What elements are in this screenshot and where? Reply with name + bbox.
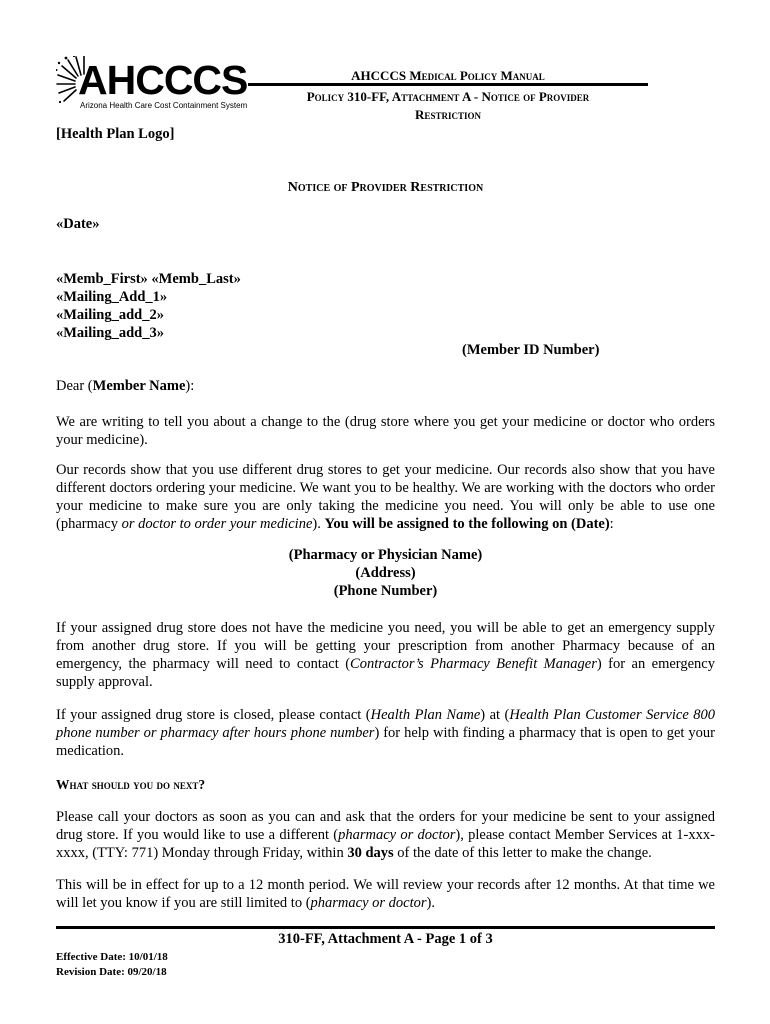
- date-field: «Date»: [56, 216, 100, 232]
- paragraph-duration: This will be in effect for up to a 12 month period. We will review your records after 12 months. At that time we will let you know if you are still limited to (pharmacy or doctor).: [56, 877, 715, 911]
- mailing-address-line1: «Mailing_Add_1»: [56, 289, 168, 305]
- section-heading-next-steps: What should you do next?: [56, 777, 206, 792]
- paragraph-intro: We are writing to tell you about a change to the (drug store where you get your medicine or doctor who orders your medicine).: [56, 414, 715, 448]
- logo-subtitle: Arizona Health Care Cost Containment System: [80, 101, 248, 110]
- paragraph-records: Our records show that you use different drug stores to get your medicine. Our records also show that you have different doctors ordering your medicine. We want you to be healthy. We are working with the doctors who order your medicine to make sure you are only taking the medicine you need. You will only be able to use one (pharmacy or doctor to order your medicine). You will be assigned to the following on (Date):: [56, 462, 715, 532]
- page-label: 310-FF, Attachment A - Page 1 of 3: [278, 931, 493, 947]
- mailing-address-line3: «Mailing_add_3»: [56, 325, 164, 341]
- effective-date: Effective Date: 10/01/18: [56, 951, 168, 963]
- policy-title-line1: Policy 310-FF, Attachment A - Notice of Provider: [306, 89, 590, 104]
- salutation: Dear (Member Name):: [56, 378, 195, 394]
- logo-wordmark: AHCCCS: [78, 57, 248, 103]
- footer-dates: [56, 950, 168, 980]
- member-name-field: «Memb_First» «Memb_Last»: [56, 271, 241, 287]
- mailing-address-line2: «Mailing_add_2»: [56, 307, 164, 323]
- revision-date: Revision Date: 09/20/18: [56, 966, 167, 978]
- member-id-field: (Member ID Number): [462, 342, 600, 358]
- policy-title-line2: Restriction: [415, 107, 481, 122]
- manual-title: AHCCCS Medical Policy Manual: [351, 68, 545, 83]
- paragraph-emergency-supply: If your assigned drug store does not have the medicine you need, you will be able to get an emergency supply from another drug store. If you will be getting your prescription from another Pharmacy because of an emergency, the pharmacy will need to contact (Contractor’s Pharmacy Benefit Manager) for an emergency supply approval.: [56, 620, 715, 690]
- notice-title: Notice of Provider Restriction: [287, 180, 484, 195]
- address-block: [56, 270, 241, 342]
- paragraph-store-closed: If your assigned drug store is closed, please contact (Health Plan Name) at (Health Plan Customer Service 800 phone number or pharmacy after hours phone number) for help with finding a pharmacy that is open to get your medication.: [56, 707, 716, 759]
- assigned-provider-address: (Address): [355, 565, 416, 581]
- health-plan-logo-placeholder: [Health Plan Logo]: [56, 126, 175, 142]
- assigned-provider-name: (Pharmacy or Physician Name): [288, 547, 483, 563]
- paragraph-next-steps: Please call your doctors as soon as you can and ask that the orders for your medicine be sent to your assigned drug store. If you would like to use a different (pharmacy or doctor), please contact Member Services at 1-xxx-xxxx, (TTY: 771) Monday through Friday, within 30 days of the date of this letter to make the change.: [56, 809, 715, 861]
- salutation-name: Member Name: [92, 378, 186, 394]
- assigned-provider-phone: (Phone Number): [333, 583, 438, 599]
- footer-rule: [56, 926, 715, 929]
- header-rule: [248, 83, 648, 86]
- assignment-block: [56, 546, 715, 600]
